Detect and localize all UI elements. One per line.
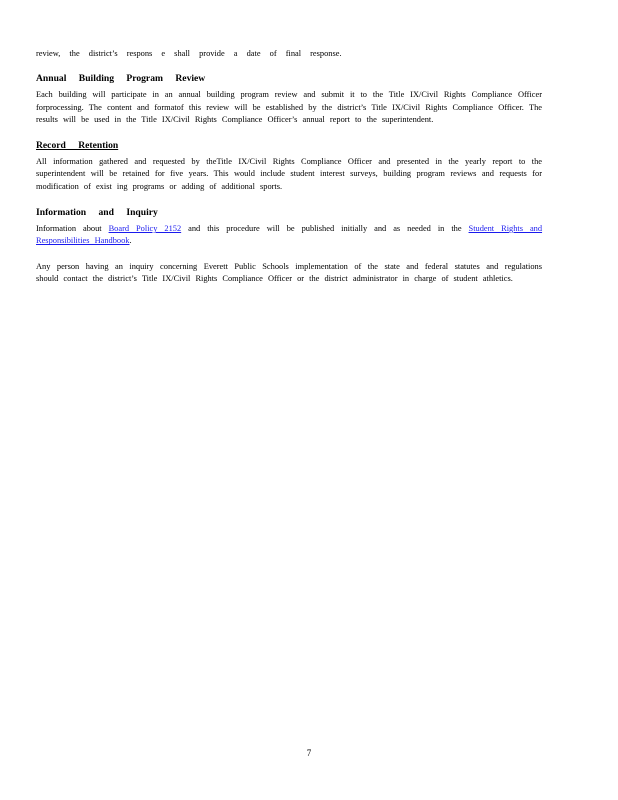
inquiry-contact-paragraph: Any person having an inquiry concerning Everett Public Schools implementation of the state and federal statutes and regulations should contact the district’s Title IX/Civil Rights Compliance Officer or the district administrator in charge of student athletics. bbox=[36, 261, 542, 283]
information-inquiry-heading: Information and Inquiry bbox=[36, 207, 158, 219]
annual-review-heading: Annual Building Program Review bbox=[36, 73, 206, 85]
annual-review-paragraph: Each building will participate in an annual building program review and submit it to the Title IX/Civil Rights Compliance Officer forprocessing. The content and formatof this review will be established by the district’s Title IX/Civil Rights Compliance Officer. The results will be used in the Title IX/Civil Rights Compliance Officer’s annual report to the superintendent. bbox=[36, 90, 542, 124]
info-text-mid: and this procedure will be published initially and as needed in the bbox=[188, 224, 462, 234]
information-inquiry-paragraph bbox=[36, 223, 542, 248]
board-policy-link[interactable]: Board Policy 2152 bbox=[108, 224, 182, 234]
intro-paragraph: review, the district’s respons e shall provide a date of final response. bbox=[36, 49, 342, 58]
page-number: 7 bbox=[306, 748, 312, 758]
record-retention-heading bbox=[36, 140, 542, 151]
document-page bbox=[36, 48, 542, 285]
handbook-link[interactable]: Student Rights and Responsibilities Handbook bbox=[36, 224, 543, 246]
info-text-start: Information about bbox=[36, 224, 102, 234]
info-text-end: . bbox=[129, 236, 132, 246]
record-retention-heading-text: Record Retention bbox=[36, 140, 119, 152]
record-retention-paragraph: All information gathered and requested by theTitle IX/Civil Rights Compliance Officer and presented in the yearly report to the superintendent will be retained for five years. This would include student interest surveys, building program reviews and requests for modification of exist ing programs or adding of additional sports. bbox=[36, 157, 542, 191]
